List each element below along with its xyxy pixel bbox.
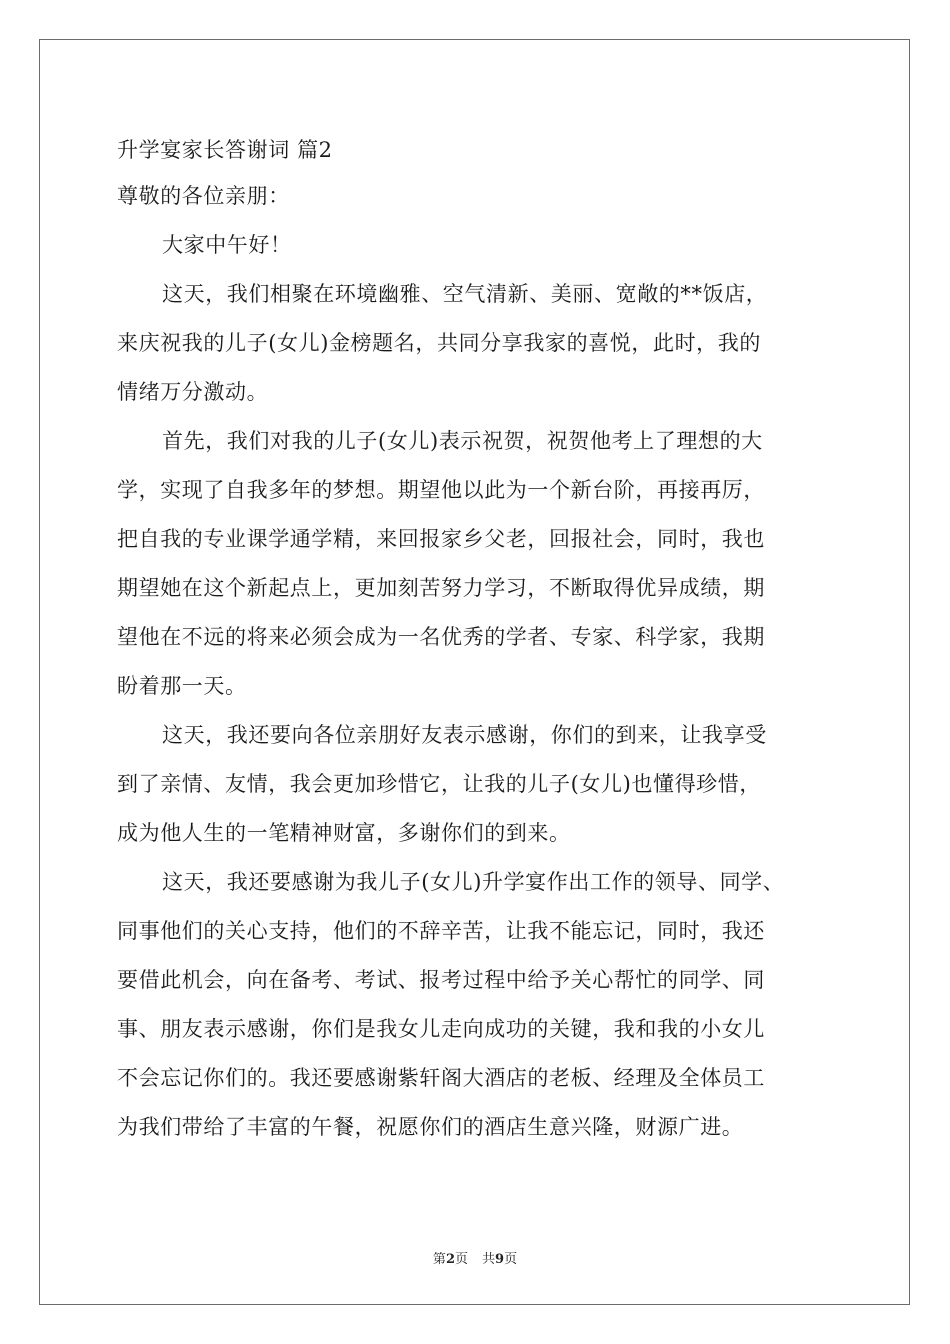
total-pages-suffix: 页 bbox=[504, 1252, 518, 1267]
paragraph-line: 这天，我们相聚在环境幽雅、空气清新、美丽、宽敞的**饭店， bbox=[162, 282, 768, 306]
total-page-count: 9 bbox=[495, 1252, 505, 1267]
paragraph-line: 期望她在这个新起点上，更加刻苦努力学习，不断取得优异成绩，期 bbox=[117, 576, 765, 600]
page-footer bbox=[0, 1248, 950, 1267]
paragraph-line: 学，实现了自我多年的梦想。期望他以此为一个新台阶，再接再厉， bbox=[117, 478, 765, 502]
paragraph-line: 首先，我们对我的儿子(女儿)表示祝贺，祝贺他考上了理想的大 bbox=[162, 429, 763, 453]
page-number-prefix: 第 bbox=[432, 1252, 446, 1267]
paragraph-line: 把自我的专业课学通学精，来回报家乡父老，回报社会，同时，我也 bbox=[117, 527, 765, 551]
current-page-number: 2 bbox=[445, 1252, 455, 1267]
document-title: 升学宴家长答谢词 篇2 bbox=[117, 138, 333, 162]
paragraph-line: 到了亲情、友情，我会更加珍惜它，让我的儿子(女儿)也懂得珍惜， bbox=[117, 772, 761, 796]
paragraph-line: 来庆祝我的儿子(女儿)金榜题名，共同分享我家的喜悦，此时，我的 bbox=[117, 331, 761, 355]
paragraph-line: 这天，我还要感谢为我儿子(女儿)升学宴作出工作的领导、同学、 bbox=[162, 870, 785, 894]
document-body bbox=[117, 128, 837, 1152]
paragraph-line: 同事他们的关心支持，他们的不辞辛苦，让我不能忘记，同时，我还 bbox=[117, 919, 765, 943]
greeting: 大家中午好！ bbox=[162, 233, 292, 257]
salutation: 尊敬的各位亲朋： bbox=[117, 184, 290, 208]
paragraph-line: 情绪万分激动。 bbox=[117, 380, 269, 404]
paragraph-line: 这天，我还要向各位亲朋好友表示感谢，你们的到来，让我享受 bbox=[162, 723, 767, 747]
paragraph-line: 为我们带给了丰富的午餐，祝愿你们的酒店生意兴隆，财源广进。 bbox=[117, 1115, 744, 1139]
paragraph-line: 成为他人生的一笔精神财富，多谢你们的到来。 bbox=[117, 821, 571, 845]
paragraph-line: 盼着那一天。 bbox=[117, 674, 247, 698]
paragraph-line: 要借此机会，向在备考、考试、报考过程中给予关心帮忙的同学、同 bbox=[117, 968, 765, 992]
total-pages-prefix: 共 bbox=[482, 1252, 496, 1267]
page-number-suffix: 页 bbox=[454, 1252, 468, 1267]
paragraph-line: 不会忘记你们的。我还要感谢紫轩阁大酒店的老板、经理及全体员工 bbox=[117, 1066, 765, 1090]
paragraph-line: 望他在不远的将来必须会成为一名优秀的学者、专家、科学家，我期 bbox=[117, 625, 765, 649]
paragraph-line: 事、朋友表示感谢，你们是我女儿走向成功的关键，我和我的小女儿 bbox=[117, 1017, 765, 1041]
